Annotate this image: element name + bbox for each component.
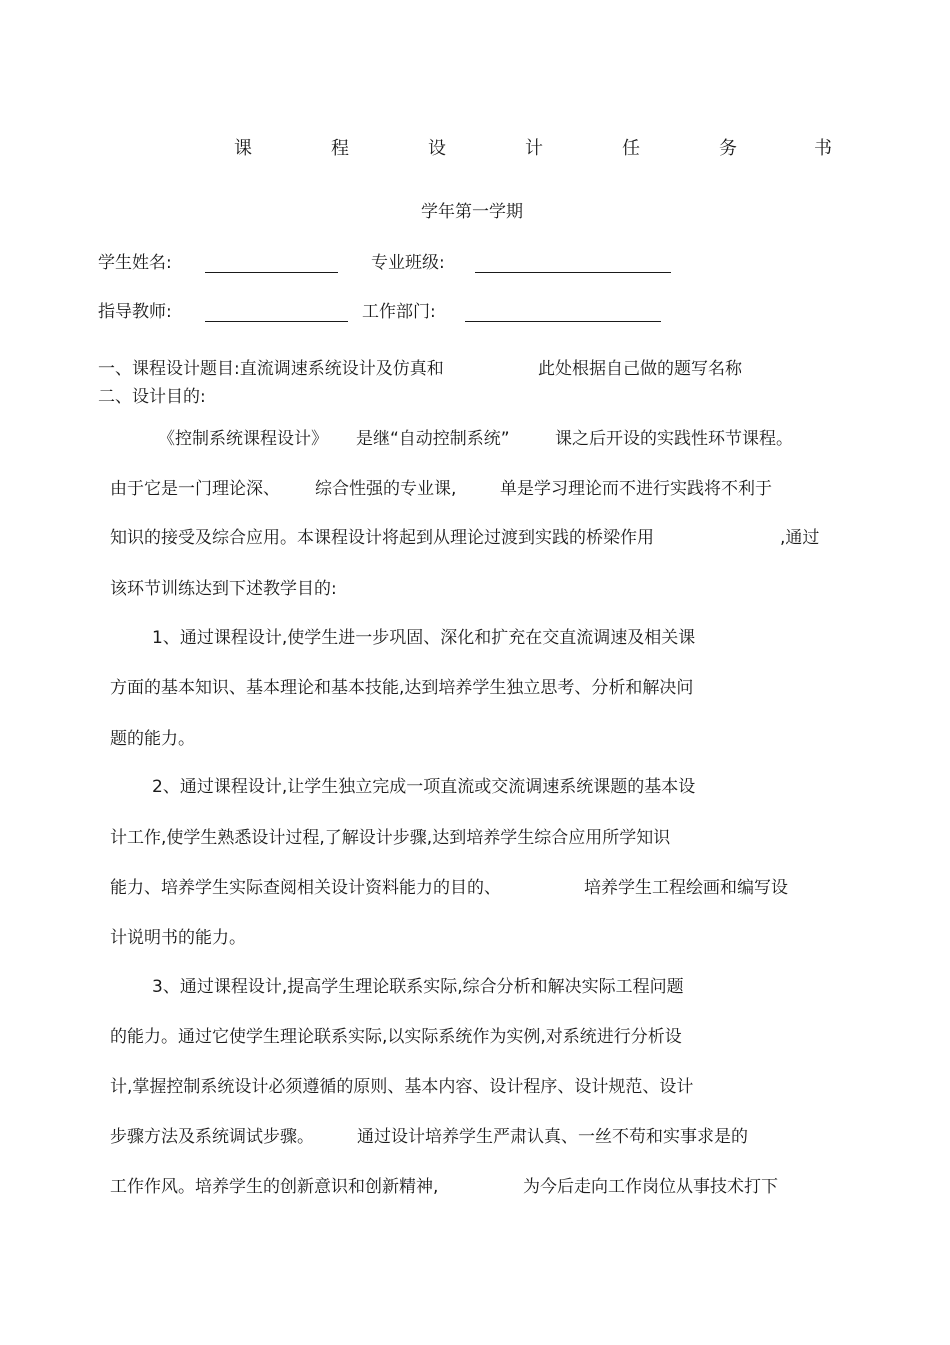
item3-line4-part1: 步骤方法及系统调试步骤。 — [110, 1127, 314, 1147]
intro-line2-part2: 综合性强的专业课, — [315, 479, 457, 499]
item3-line5-part1: 工作作风。培养学生的创新意识和创新精神, — [110, 1177, 439, 1197]
title-char-2: 程 — [331, 138, 349, 159]
intro-line1-part3: 课之后开设的实践性环节课程。 — [555, 429, 793, 449]
section1-note: 此处根据自己做的题写名称 — [538, 359, 742, 379]
intro-line3-part1: 知识的接受及综合应用。本课程设计将起到从理论过渡到实践的桥梁作用 — [110, 528, 654, 548]
item2-line4: 计说明书的能力。 — [110, 928, 246, 948]
item2-line2: 计工作,使学生熟悉设计过程,了解设计步骤,达到培养学生综合应用所学知识 — [110, 828, 671, 848]
student-name-field[interactable] — [205, 272, 338, 273]
intro-line1-part2: 是继“自动控制系统” — [356, 429, 510, 449]
intro-line4: 该环节训练达到下述教学目的: — [110, 579, 337, 599]
item2-line3-part1: 能力、培养学生实际查阅相关设计资料能力的目的、 — [110, 878, 501, 898]
item1-line2: 方面的基本知识、基本理论和基本技能,达到培养学生独立思考、分析和解决问 — [110, 678, 694, 698]
department-field[interactable] — [465, 321, 661, 322]
major-class-field[interactable] — [475, 272, 671, 273]
intro-line3-part2: ,通过 — [780, 528, 820, 548]
item3-line3: 计,掌握控制系统设计必须遵循的原则、基本内容、设计程序、设计规范、设计 — [110, 1077, 694, 1097]
title-char-5: 任 — [622, 138, 640, 159]
advisor-label: 指导教师: — [98, 302, 172, 322]
item2-line1: 2、通过课程设计,让学生独立完成一项直流或交流调速系统课题的基本设 — [152, 777, 696, 797]
title-char-3: 设 — [428, 138, 446, 159]
intro-line2-part3: 单是学习理论而不进行实践将不利于 — [500, 479, 772, 499]
section2-heading: 二、设计目的: — [98, 387, 206, 407]
department-label: 工作部门: — [362, 302, 436, 322]
advisor-field[interactable] — [205, 321, 348, 322]
item3-line1: 3、通过课程设计,提高学生理论联系实际,综合分析和解决实际工程问题 — [152, 977, 684, 997]
intro-line1-part1: 《控制系统课程设计》 — [158, 429, 328, 449]
page-subtitle: 学年第一学期 — [421, 202, 523, 222]
item2-line3-part2: 培养学生工程绘画和编写设 — [584, 878, 788, 898]
title-char-6: 务 — [719, 138, 737, 159]
item3-line4-part2: 通过设计培养学生严肃认真、一丝不苟和实事求是的 — [357, 1127, 748, 1147]
title-char-1: 课 — [234, 138, 252, 159]
title-char-7: 书 — [814, 138, 832, 159]
title-char-4: 计 — [525, 138, 543, 159]
intro-line2-part1: 由于它是一门理论深、 — [110, 479, 280, 499]
item3-line5-part2: 为今后走向工作岗位从事技术打下 — [523, 1177, 778, 1197]
section1-heading: 一、课程设计题目:直流调速系统设计及仿真和 — [98, 359, 444, 379]
student-name-label: 学生姓名: — [98, 253, 172, 273]
item1-line3: 题的能力。 — [110, 729, 195, 749]
item1-line1: 1、通过课程设计,使学生进一步巩固、深化和扩充在交直流调速及相关课 — [152, 628, 696, 648]
item3-line2: 的能力。通过它使学生理论联系实际,以实际系统作为实例,对系统进行分析设 — [110, 1027, 682, 1047]
major-class-label: 专业班级: — [371, 253, 445, 273]
